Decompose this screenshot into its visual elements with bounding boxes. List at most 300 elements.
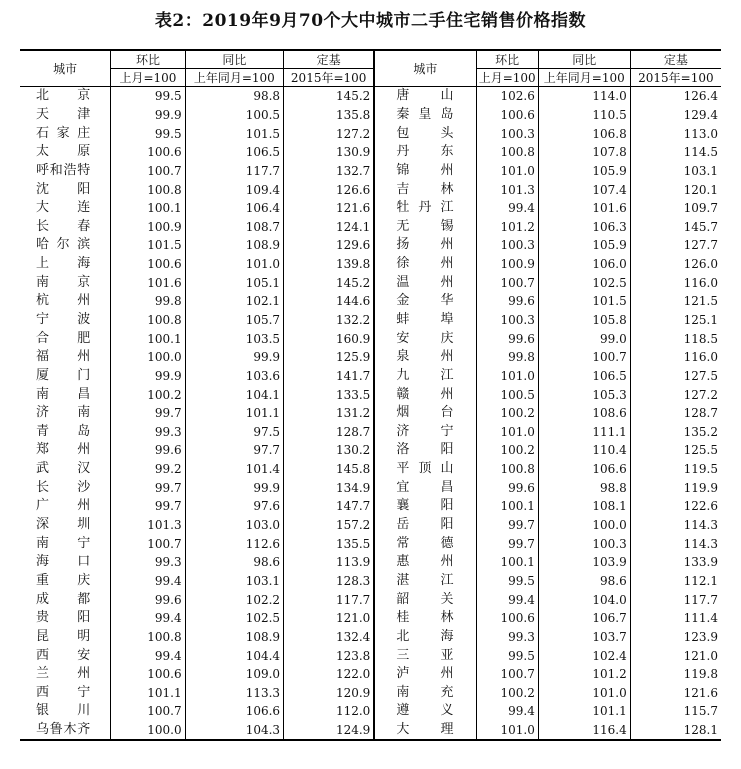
mom-cell: 100.7 <box>111 702 185 721</box>
city-cell: 石家庄 <box>36 125 91 141</box>
mom-cell: 101.5 <box>111 236 185 255</box>
yoy-cell: 109.0 <box>185 665 283 684</box>
mom-cell: 101.0 <box>476 721 538 741</box>
base-cell: 118.5 <box>630 329 721 348</box>
mom-cell: 100.8 <box>111 180 185 199</box>
city-cell: 西安 <box>36 647 91 663</box>
yoy-cell: 97.7 <box>185 441 283 460</box>
base-cell: 103.1 <box>630 162 721 181</box>
mom-cell: 99.2 <box>111 460 185 479</box>
yoy-cell: 101.5 <box>538 292 630 311</box>
city-header: 城市 <box>20 50 111 87</box>
base-cell: 120.9 <box>284 684 375 703</box>
mom-cell: 100.3 <box>476 124 538 143</box>
yoy-cell: 98.6 <box>538 572 630 591</box>
yoy-cell: 102.5 <box>538 273 630 292</box>
city-cell: 银川 <box>36 703 91 719</box>
yoy-cell: 110.5 <box>538 106 630 125</box>
base-cell: 127.2 <box>630 385 721 404</box>
yoy-cell: 106.5 <box>538 367 630 386</box>
mom-cell: 99.4 <box>476 702 538 721</box>
mom-cell: 101.0 <box>476 367 538 386</box>
city-cell: 平顶山 <box>374 460 476 479</box>
base-cell: 127.7 <box>630 236 721 255</box>
yoy-cell: 103.1 <box>185 572 283 591</box>
yoy-cell: 110.4 <box>538 441 630 460</box>
yoy-cell: 117.7 <box>185 162 283 181</box>
yoy-cell: 109.4 <box>185 180 283 199</box>
table-row <box>20 721 721 741</box>
table-row <box>20 478 721 497</box>
base-cell: 114.3 <box>630 516 721 535</box>
yoy-cell: 100.7 <box>538 348 630 367</box>
city-cell: 牡丹江 <box>374 199 476 218</box>
mom-subheader: 上月=100 <box>111 69 185 87</box>
city-cell: 赣州 <box>374 385 476 404</box>
base-cell: 119.8 <box>630 665 721 684</box>
mom-header: 环比 <box>476 50 538 69</box>
base-cell: 123.9 <box>630 628 721 647</box>
mom-cell: 99.7 <box>476 516 538 535</box>
city-cell: 太原 <box>36 144 91 160</box>
city-cell: 福州 <box>36 349 91 365</box>
mom-cell: 99.3 <box>476 628 538 647</box>
base-cell: 114.3 <box>630 534 721 553</box>
mom-cell: 100.0 <box>111 721 185 741</box>
yoy-cell: 98.6 <box>185 553 283 572</box>
mom-cell: 100.0 <box>111 348 185 367</box>
city-cell: 成都 <box>36 591 91 607</box>
city-cell: 大理 <box>374 721 476 741</box>
city-cell: 哈尔滨 <box>36 237 91 253</box>
city-cell: 重庆 <box>36 572 91 588</box>
base-cell: 128.1 <box>630 721 721 741</box>
city-cell: 长春 <box>36 218 91 234</box>
base-cell: 121.0 <box>284 609 375 628</box>
mom-subheader: 上月=100 <box>476 69 538 87</box>
city-cell: 合肥 <box>36 330 91 346</box>
mom-cell: 100.1 <box>111 329 185 348</box>
base-cell: 135.8 <box>284 106 375 125</box>
mom-cell: 101.1 <box>111 684 185 703</box>
yoy-cell: 103.9 <box>538 553 630 572</box>
mom-cell: 99.3 <box>111 553 185 572</box>
base-cell: 160.9 <box>284 329 375 348</box>
base-cell: 122.0 <box>284 665 375 684</box>
city-cell: 兰州 <box>36 666 91 682</box>
table-row <box>20 590 721 609</box>
table-row <box>20 367 721 386</box>
table-row <box>20 180 721 199</box>
yoy-cell: 106.4 <box>185 199 283 218</box>
city-cell: 厦门 <box>36 367 91 383</box>
city-cell: 安庆 <box>374 329 476 348</box>
yoy-cell: 104.0 <box>538 590 630 609</box>
mom-header: 环比 <box>111 50 185 69</box>
city-cell: 北京 <box>36 88 91 104</box>
yoy-cell: 105.7 <box>185 311 283 330</box>
city-cell: 宜昌 <box>374 478 476 497</box>
base-cell: 133.5 <box>284 385 375 404</box>
mom-cell: 100.6 <box>476 106 538 125</box>
yoy-cell: 113.3 <box>185 684 283 703</box>
city-cell: 烟台 <box>374 404 476 423</box>
base-cell: 119.9 <box>630 478 721 497</box>
yoy-cell: 105.8 <box>538 311 630 330</box>
base-cell: 125.1 <box>630 311 721 330</box>
base-cell: 112.0 <box>284 702 375 721</box>
base-cell: 112.1 <box>630 572 721 591</box>
base-cell: 128.7 <box>284 423 375 442</box>
yoy-cell: 101.1 <box>538 702 630 721</box>
city-cell: 无锡 <box>374 217 476 236</box>
yoy-cell: 102.5 <box>185 609 283 628</box>
yoy-cell: 116.4 <box>538 721 630 741</box>
city-cell: 南昌 <box>36 386 91 402</box>
city-cell: 遵义 <box>374 702 476 721</box>
city-cell: 惠州 <box>374 553 476 572</box>
city-cell: 丹东 <box>374 143 476 162</box>
base-subheader: 2015年=100 <box>284 69 375 87</box>
city-cell: 扬州 <box>374 236 476 255</box>
base-cell: 113.9 <box>284 553 375 572</box>
base-cell: 129.4 <box>630 106 721 125</box>
city-cell: 蚌埠 <box>374 311 476 330</box>
base-cell: 135.2 <box>630 423 721 442</box>
mom-cell: 100.9 <box>476 255 538 274</box>
mom-cell: 99.7 <box>111 404 185 423</box>
yoy-cell: 98.8 <box>538 478 630 497</box>
mom-cell: 100.2 <box>476 684 538 703</box>
table-row <box>20 311 721 330</box>
table-row <box>20 516 721 535</box>
yoy-cell: 104.4 <box>185 646 283 665</box>
table-row <box>20 106 721 125</box>
city-cell: 桂林 <box>374 609 476 628</box>
city-cell: 海口 <box>36 554 91 570</box>
city-cell: 常德 <box>374 534 476 553</box>
yoy-cell: 105.9 <box>538 236 630 255</box>
yoy-cell: 101.4 <box>185 460 283 479</box>
yoy-cell: 107.8 <box>538 143 630 162</box>
base-cell: 145.2 <box>284 87 375 106</box>
table-row <box>20 199 721 218</box>
mom-cell: 102.6 <box>476 87 538 106</box>
base-cell: 121.6 <box>284 199 375 218</box>
yoy-cell: 107.4 <box>538 180 630 199</box>
yoy-cell: 106.8 <box>538 124 630 143</box>
base-cell: 157.2 <box>284 516 375 535</box>
city-cell: 济南 <box>36 405 91 421</box>
base-cell: 121.6 <box>630 684 721 703</box>
table-row <box>20 348 721 367</box>
base-cell: 128.7 <box>630 404 721 423</box>
mom-cell: 99.3 <box>111 423 185 442</box>
mom-cell: 99.5 <box>111 87 185 106</box>
city-cell: 三亚 <box>374 646 476 665</box>
table-row <box>20 329 721 348</box>
base-cell: 145.8 <box>284 460 375 479</box>
yoy-header: 同比 <box>185 50 283 69</box>
base-cell: 123.8 <box>284 646 375 665</box>
mom-cell: 99.7 <box>111 497 185 516</box>
mom-cell: 99.4 <box>476 199 538 218</box>
city-cell: 包头 <box>374 124 476 143</box>
base-cell: 130.9 <box>284 143 375 162</box>
base-cell: 124.9 <box>284 721 375 741</box>
yoy-cell: 97.5 <box>185 423 283 442</box>
city-cell: 贵阳 <box>36 610 91 626</box>
table-row <box>20 646 721 665</box>
mom-cell: 99.9 <box>111 367 185 386</box>
yoy-cell: 108.7 <box>185 217 283 236</box>
table-row <box>20 684 721 703</box>
yoy-cell: 112.6 <box>185 534 283 553</box>
yoy-cell: 99.9 <box>185 348 283 367</box>
base-cell: 115.7 <box>630 702 721 721</box>
base-cell: 147.7 <box>284 497 375 516</box>
yoy-cell: 105.9 <box>538 162 630 181</box>
yoy-cell: 108.6 <box>538 404 630 423</box>
table-row <box>20 87 721 106</box>
mom-cell: 99.6 <box>476 329 538 348</box>
base-cell: 116.0 <box>630 348 721 367</box>
table-row <box>20 572 721 591</box>
yoy-cell: 103.7 <box>538 628 630 647</box>
mom-cell: 100.1 <box>111 199 185 218</box>
mom-cell: 101.3 <box>476 180 538 199</box>
mom-cell: 100.8 <box>476 143 538 162</box>
base-cell: 145.7 <box>630 217 721 236</box>
table-row <box>20 609 721 628</box>
base-cell: 139.8 <box>284 255 375 274</box>
table-row <box>20 162 721 181</box>
table-row <box>20 292 721 311</box>
mom-cell: 99.8 <box>476 348 538 367</box>
mom-cell: 100.2 <box>111 385 185 404</box>
yoy-cell: 99.9 <box>185 478 283 497</box>
city-cell: 昆明 <box>36 628 91 644</box>
city-cell: 青岛 <box>36 423 91 439</box>
city-cell: 金华 <box>374 292 476 311</box>
city-cell: 泸州 <box>374 665 476 684</box>
city-cell: 岳阳 <box>374 516 476 535</box>
city-cell: 杭州 <box>36 293 91 309</box>
table-row <box>20 665 721 684</box>
yoy-cell: 103.0 <box>185 516 283 535</box>
city-cell: 吉林 <box>374 180 476 199</box>
base-cell: 122.6 <box>630 497 721 516</box>
mom-cell: 99.4 <box>476 590 538 609</box>
yoy-cell: 102.4 <box>538 646 630 665</box>
table-row <box>20 404 721 423</box>
base-cell: 125.5 <box>630 441 721 460</box>
table-row <box>20 236 721 255</box>
yoy-cell: 106.6 <box>185 702 283 721</box>
yoy-cell: 106.7 <box>538 609 630 628</box>
city-cell: 秦皇岛 <box>374 106 476 125</box>
city-cell: 大连 <box>36 200 91 216</box>
city-cell: 天津 <box>36 106 91 122</box>
base-cell: 120.1 <box>630 180 721 199</box>
table-body <box>20 87 721 741</box>
yoy-cell: 111.1 <box>538 423 630 442</box>
mom-cell: 101.2 <box>476 217 538 236</box>
yoy-cell: 108.9 <box>185 628 283 647</box>
base-cell: 132.2 <box>284 311 375 330</box>
yoy-header: 同比 <box>538 50 630 69</box>
table-row <box>20 255 721 274</box>
mom-cell: 100.7 <box>111 162 185 181</box>
mom-cell: 99.5 <box>476 646 538 665</box>
mom-cell: 100.9 <box>111 217 185 236</box>
base-cell: 116.0 <box>630 273 721 292</box>
base-cell: 145.2 <box>284 273 375 292</box>
base-cell: 127.2 <box>284 124 375 143</box>
yoy-cell: 101.2 <box>538 665 630 684</box>
city-cell: 郑州 <box>36 442 91 458</box>
city-cell: 呼和浩特 <box>36 162 91 178</box>
base-cell: 126.4 <box>630 87 721 106</box>
mom-cell: 99.4 <box>111 572 185 591</box>
base-cell: 113.0 <box>630 124 721 143</box>
city-cell: 南宁 <box>36 535 91 551</box>
yoy-cell: 101.1 <box>185 404 283 423</box>
table-row <box>20 423 721 442</box>
mom-cell: 101.6 <box>111 273 185 292</box>
base-cell: 129.6 <box>284 236 375 255</box>
yoy-cell: 104.1 <box>185 385 283 404</box>
base-cell: 126.6 <box>284 180 375 199</box>
mom-cell: 101.0 <box>476 423 538 442</box>
mom-cell: 100.6 <box>111 143 185 162</box>
city-cell: 锦州 <box>374 162 476 181</box>
table-row <box>20 628 721 647</box>
city-cell: 泉州 <box>374 348 476 367</box>
base-cell: 130.2 <box>284 441 375 460</box>
yoy-cell: 105.1 <box>185 273 283 292</box>
mom-cell: 99.6 <box>111 590 185 609</box>
table-row <box>20 553 721 572</box>
yoy-cell: 102.2 <box>185 590 283 609</box>
city-cell: 济宁 <box>374 423 476 442</box>
yoy-cell: 108.1 <box>538 497 630 516</box>
city-cell: 九江 <box>374 367 476 386</box>
table-row <box>20 497 721 516</box>
city-cell: 襄阳 <box>374 497 476 516</box>
yoy-cell: 99.0 <box>538 329 630 348</box>
mom-cell: 100.1 <box>476 553 538 572</box>
city-cell: 宁波 <box>36 312 91 327</box>
city-cell: 南充 <box>374 684 476 703</box>
table-row <box>20 217 721 236</box>
base-cell: 124.1 <box>284 217 375 236</box>
city-cell: 深圳 <box>36 517 91 533</box>
yoy-cell: 106.3 <box>538 217 630 236</box>
city-cell: 北海 <box>374 628 476 647</box>
base-cell: 117.7 <box>630 590 721 609</box>
yoy-cell: 101.0 <box>185 255 283 274</box>
city-cell: 南京 <box>36 274 91 290</box>
mom-cell: 100.8 <box>111 311 185 330</box>
base-cell: 134.9 <box>284 478 375 497</box>
table-row <box>20 143 721 162</box>
mom-cell: 99.9 <box>111 106 185 125</box>
yoy-cell: 108.9 <box>185 236 283 255</box>
mom-cell: 99.4 <box>111 646 185 665</box>
city-cell: 唐山 <box>374 87 476 106</box>
mom-cell: 100.7 <box>476 665 538 684</box>
yoy-cell: 104.3 <box>185 721 283 741</box>
base-cell: 111.4 <box>630 609 721 628</box>
city-cell: 温州 <box>374 273 476 292</box>
yoy-cell: 105.3 <box>538 385 630 404</box>
mom-cell: 101.0 <box>476 162 538 181</box>
mom-cell: 99.4 <box>111 609 185 628</box>
base-cell: 131.2 <box>284 404 375 423</box>
table-row <box>20 273 721 292</box>
city-cell: 长沙 <box>36 479 91 495</box>
city-cell: 沈阳 <box>36 181 91 197</box>
yoy-cell: 106.6 <box>538 460 630 479</box>
mom-cell: 99.6 <box>476 478 538 497</box>
base-cell: 114.5 <box>630 143 721 162</box>
mom-cell: 99.6 <box>476 292 538 311</box>
mom-cell: 101.3 <box>111 516 185 535</box>
mom-cell: 100.7 <box>111 534 185 553</box>
base-cell: 132.4 <box>284 628 375 647</box>
yoy-cell: 114.0 <box>538 87 630 106</box>
base-cell: 125.9 <box>284 348 375 367</box>
mom-cell: 100.7 <box>476 273 538 292</box>
table-row <box>20 460 721 479</box>
yoy-cell: 106.5 <box>185 143 283 162</box>
yoy-subheader: 上年同月=100 <box>185 69 283 87</box>
mom-cell: 99.5 <box>476 572 538 591</box>
base-cell: 119.5 <box>630 460 721 479</box>
yoy-cell: 100.0 <box>538 516 630 535</box>
yoy-cell: 98.8 <box>185 87 283 106</box>
city-cell: 徐州 <box>374 255 476 274</box>
base-subheader: 2015年=100 <box>630 69 721 87</box>
base-cell: 126.0 <box>630 255 721 274</box>
table-row <box>20 441 721 460</box>
base-cell: 109.7 <box>630 199 721 218</box>
base-cell: 121.0 <box>630 646 721 665</box>
city-cell: 西宁 <box>36 684 91 700</box>
yoy-cell: 101.0 <box>538 684 630 703</box>
mom-cell: 100.5 <box>476 385 538 404</box>
yoy-cell: 103.6 <box>185 367 283 386</box>
mom-cell: 100.6 <box>111 255 185 274</box>
city-cell: 广州 <box>36 498 91 514</box>
base-header: 定基 <box>630 50 721 69</box>
table-row <box>20 124 721 143</box>
base-cell: 128.3 <box>284 572 375 591</box>
mom-cell: 100.2 <box>476 441 538 460</box>
base-cell: 144.6 <box>284 292 375 311</box>
yoy-cell: 100.3 <box>538 534 630 553</box>
base-cell: 133.9 <box>630 553 721 572</box>
base-cell: 135.5 <box>284 534 375 553</box>
yoy-cell: 102.1 <box>185 292 283 311</box>
yoy-cell: 101.6 <box>538 199 630 218</box>
table-row <box>20 702 721 721</box>
base-header: 定基 <box>284 50 375 69</box>
base-cell: 141.7 <box>284 367 375 386</box>
mom-cell: 99.8 <box>111 292 185 311</box>
mom-cell: 100.2 <box>476 404 538 423</box>
